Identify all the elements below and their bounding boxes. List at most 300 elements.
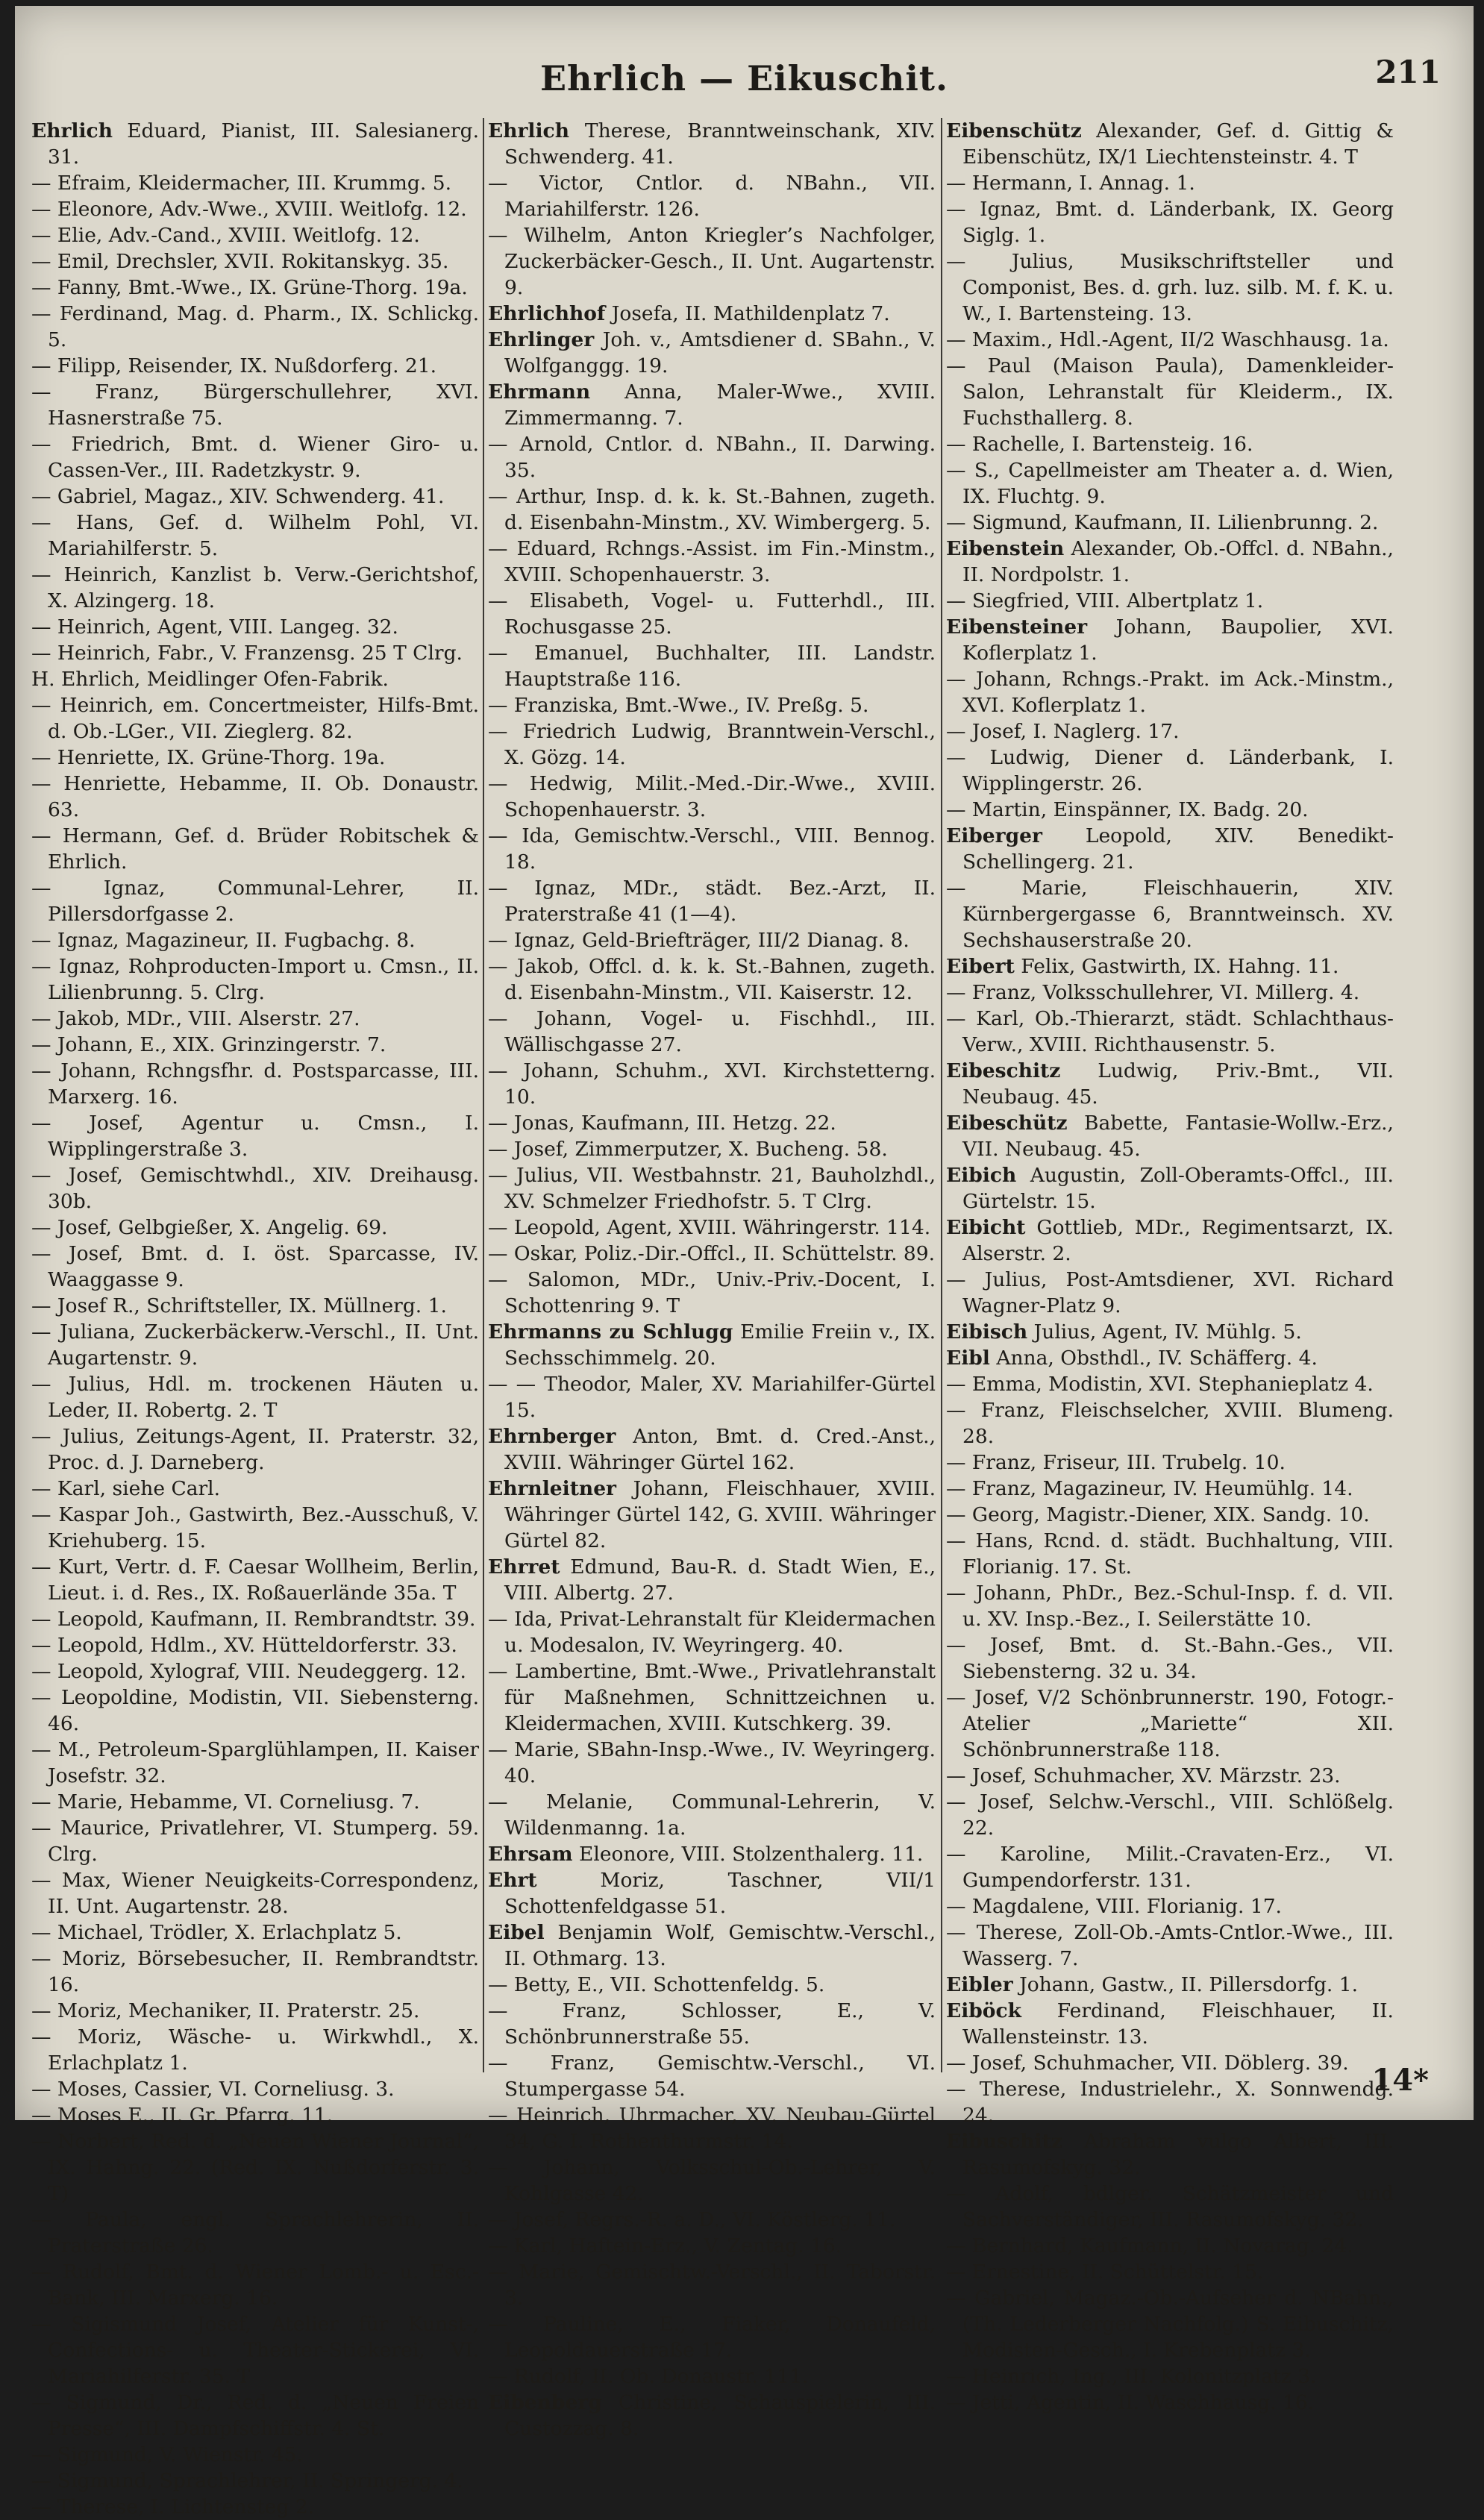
entry-text: — Franz, Friseur, III. Trubelg. 10. <box>946 1451 1286 1474</box>
entry-text: — Marie, Hebamme, VI. Corneliusg. 7. <box>31 1790 420 1814</box>
entry-text: — Paula, engl. Sprachlehrerin, II. Praterstraße 26. <box>31 2208 479 2257</box>
entry-text: — Jakob, Offcl. d. k. k. St.-Bahnen, zugeth. d. Eisenbahn-Minstm., VII. Kaiserstr. 12. <box>488 955 936 1004</box>
entry-text: — Hermann, I. Annag. 1. <box>946 172 1195 195</box>
entry-text: — Johann, Rchngsfhr. d. Postsparcasse, III. Marxerg. 16. <box>31 1059 479 1109</box>
entry-text: Johann, Gastw., II. Pillersdorfg. 1. <box>1019 1973 1359 1996</box>
column-rule <box>483 118 484 2072</box>
entry-text: — Kurt, Vertr. d. F. Caesar Wollheim, Berlin, Lieut. i. d. Res., IX. Roßauerlände 35a. T <box>31 1555 479 1605</box>
entry-text: — Oskar, Poliz.-Dir.-Offcl., II. Schüttelstr. 89. <box>488 1242 936 1265</box>
directory-entry <box>946 1502 1394 1528</box>
entry-text: — Moses E., II. Gr. Pfarrg. 11. <box>31 2104 334 2127</box>
entry-text: — Josef, Selchw.-Verschl., VIII. Schlößelg. 22. <box>946 1790 1394 1840</box>
directory-entry <box>946 745 1394 797</box>
entry-text: — Julius, Hdl. m. trockenen Häuten u. Leder, II. Robertg. 2. T <box>31 1373 479 1422</box>
entry-text: — Lambertine, Bmt.-Wwe., Privatlehranstalt für Maßnehmen, Schnittzeichnen u. Kleidermachen, XVIII. Kutschkerg. 39. <box>488 1660 936 1735</box>
entry-text: — Johann, E., XIX. Grinzingerstr. 7. <box>31 1033 386 1056</box>
entry-text: — Josef, Agentur u. Cmsn., I. Wipplingerstraße 3. <box>31 1112 479 1161</box>
directory-entry <box>488 1110 936 1136</box>
directory-entry <box>31 1789 479 1815</box>
directory-entry <box>946 536 1394 588</box>
entry-surname: Eibenstein <box>946 537 1065 560</box>
directory-entry <box>488 1267 936 1319</box>
entry-text: — Victor, Cntlor. d. NBahn., VII. Mariahilferstr. 126. <box>488 172 936 221</box>
directory-entry <box>31 2311 479 2389</box>
directory-entry <box>31 2494 479 2520</box>
entry-text: — Eleonore, Adv.-Wwe., XVIII. Weitlofg. 12. <box>31 198 467 221</box>
entry-text: — Elisabeth, Vogel- u. Futterhdl., III. Rochusgasse 25. <box>488 589 936 639</box>
entry-surname: Eibenberg <box>488 2391 602 2414</box>
directory-entry <box>488 1919 936 1972</box>
directory-entry <box>31 1162 479 1214</box>
directory-entry <box>946 2233 1394 2259</box>
entry-text: Babette, Fantasie-Wollw.-Erz., VII. Neubaug. 45. <box>962 1112 1394 1161</box>
directory-entry <box>31 745 479 771</box>
directory-entry <box>488 1789 936 1841</box>
entry-text: — Ignaz, MDr., städt. Bez.-Arzt, II. Praterstraße 41 (1—4). <box>488 877 936 926</box>
entry-text: — Therese, Industrielehr., X. Sonnwendg. 24. <box>946 2078 1394 2127</box>
directory-entry <box>31 1032 479 1058</box>
entry-text: — Efraim, Kleidermacher, III. Krummg. 5. <box>31 172 451 195</box>
entry-text: — Leopold, Hdlm., XV. Hütteldorferstr. 33. <box>31 1634 457 1657</box>
directory-entry <box>31 953 479 1006</box>
entry-text: — Moriz, Börsebesucher, II. Rembrandtstr. 16. <box>31 1947 479 1996</box>
directory-entry <box>31 1658 479 1684</box>
directory-entry <box>31 118 479 170</box>
entry-surname: Eibisch <box>946 1320 1028 1344</box>
directory-entry <box>946 1267 1394 1319</box>
directory-entry <box>946 1058 1394 1110</box>
directory-entry <box>31 1867 479 1919</box>
entry-surname: Eibenschütz <box>946 119 1082 142</box>
entry-text: — Josef, Gelbgießer, X. Angelig. 69. <box>31 1216 388 1239</box>
entry-surname: Ehrmanns zu Schlugg <box>488 1320 733 1344</box>
entry-text: — Ludwig, Diener d. Länderbank, I. Wipplingerstr. 26. <box>946 746 1394 795</box>
directory-entry <box>488 222 936 301</box>
entry-text: — Therese, Zoll-Ob.-Amts-Cntlor.-Wwe., III. Wasserg. 7. <box>946 1921 1394 1970</box>
directory-entry <box>488 2207 936 2233</box>
entry-text: Therese, Branntweinschank, XIV. Schwenderg. 41. <box>504 119 936 169</box>
entry-text: — Marie, SBahn-Insp.-Wwe., IV. Weyringerg. 40. <box>488 1738 936 1787</box>
entry-text: — Heinrich, em. Concertmeister, Hilfs-Bmt. d. Ob.-LGer., VII. Zieglerg. 82. <box>31 694 479 743</box>
entry-text: — Franziska, Bmt.-Wwe., IV. Preßg. 5. <box>488 694 869 717</box>
directory-entry <box>946 2181 1394 2233</box>
directory-entry <box>488 431 936 483</box>
entry-text: — Josef, Gemischtwhdl., XIV. Dreihausg. 30b. <box>31 1164 479 1213</box>
directory-entry <box>946 1006 1394 1058</box>
entry-text: Eleonore, VIII. Stolzenthalerg. 11. <box>579 1843 924 1866</box>
directory-entry <box>946 1684 1394 1763</box>
entry-text: — Heinrich, Ing., III. Kolonitzplatz 3. <box>946 2365 1317 2388</box>
entry-text: Emilie Freiin v., IX. Sechsschimmelg. 20. <box>504 1320 936 1370</box>
entry-text: — Maurice, Privatlehrer, VI. Stumperg. 59. Clrg. <box>31 1817 479 1866</box>
directory-entry <box>488 1554 936 1606</box>
entry-text: — Franz, Volksschullehrer, VI. Millerg. 4. <box>946 981 1360 1004</box>
directory-entry <box>488 301 936 327</box>
directory-entry <box>488 692 936 718</box>
directory-entry <box>31 483 479 510</box>
directory-entry <box>488 1136 936 1162</box>
entry-text: — Wilhelm, Anton Kriegler’s Nachfolger, Zuckerbäcker-Gesch., II. Unt. Augartenstr. 9. <box>488 224 936 299</box>
entry-surname: Ehrlichhof <box>488 302 606 325</box>
directory-entry <box>31 2468 479 2494</box>
directory-entry <box>31 640 479 666</box>
entry-text: — Martin, Einspänner, IX. Badg. 20. <box>946 798 1309 821</box>
entry-text: — Gabriel, Magaz., XIV. Schwenderg. 41. <box>31 485 445 508</box>
entry-text: — Jakob, MDr., VIII. Alserstr. 27. <box>31 1007 360 1030</box>
entry-surname: Eibel <box>488 1921 545 1944</box>
page-title: Ehrlich — Eikuschit. <box>539 58 949 98</box>
entry-surname: Eibuschitz <box>946 2130 1062 2153</box>
entry-text: Julius, Agent, IV. Mühlg. 5. <box>1033 1320 1302 1344</box>
directory-entry <box>31 1319 479 1371</box>
directory-entry <box>946 1919 1394 1972</box>
directory-entry <box>488 927 936 953</box>
entry-text: — Franz, Gemischtw.-Verschl., VI. Stumpergasse 54. <box>488 2052 936 2101</box>
entry-text: H. Ehrlich, Meidlinger Ofen-Fabrik. <box>31 668 389 691</box>
directory-entry <box>946 1998 1394 2050</box>
directory-entry <box>31 2128 479 2207</box>
directory-entry <box>946 1162 1394 1214</box>
directory-entry <box>488 1371 936 1423</box>
directory-entry <box>31 196 479 222</box>
entry-text: — Ignaz, Geld-Briefträger, III/2 Dianag. 8. <box>488 929 910 952</box>
directory-entry <box>31 1632 479 1658</box>
directory-entry <box>946 2259 1394 2285</box>
directory-entry <box>946 1789 1394 1841</box>
directory-entry <box>946 797 1394 823</box>
directory-entry <box>946 2389 1394 2416</box>
entry-surname: Eiberger <box>946 824 1042 847</box>
directory-entry <box>946 457 1394 510</box>
entry-surname: Ehrlinger <box>488 328 595 351</box>
directory-entry <box>31 1371 479 1423</box>
directory-entry <box>946 1319 1394 1345</box>
entry-text: — Maxim., Hdl.-Agent, II/2 Waschhausg. 1a. <box>946 328 1389 351</box>
entry-text: — Eduard, Rchngs.-Assist. im Fin.-Minstm., XVIII. Schopenhauerstr. 3. <box>488 537 936 586</box>
directory-entry <box>31 1293 479 1319</box>
entry-text: — Bernhard, Kaufmann, II. Novarag. 24. <box>946 2234 1353 2257</box>
directory-entry <box>31 614 479 640</box>
entry-surname: Ehrsam <box>488 1843 573 1866</box>
entry-surname: Eibler <box>946 1973 1013 1996</box>
directory-entry <box>488 1476 936 1554</box>
entry-text: — — Theodor, Maler, XV. Mariahilfer-Gürtel 15. <box>488 1373 936 1422</box>
directory-entry <box>31 2102 479 2128</box>
entry-surname: Ehrt <box>488 1869 537 1892</box>
entry-text: — Josef, Bmt. d. I. öst. Sparcasse, IV. Waaggasse 9. <box>31 1242 479 1291</box>
entry-text: Johann, Fleischhauer, XVIII. Währinger Gürtel 142, G. XVIII. Währinger Gürtel 82. <box>504 1477 936 1552</box>
directory-entry <box>31 1241 479 1293</box>
entry-text: Joh. v., Amtsdiener d. SBahn., V. Wolfganggg. 19. <box>504 328 936 377</box>
directory-entry <box>31 1919 479 1946</box>
directory-entry <box>31 1815 479 1867</box>
directory-entry <box>488 1606 936 1658</box>
entry-text: — Ignaz, Magazineur, II. Fugbachg. 8. <box>31 929 416 952</box>
entry-surname: Eibeschitz <box>946 1059 1061 1082</box>
entry-text: — Josef, V/2 Schönbrunnerstr. 190, Fotogr.-Atelier „Mariette“ XII. Schönbrunnerstraße 118. <box>946 1686 1394 1761</box>
entry-surname: Eibert <box>946 955 1015 978</box>
directory-entry <box>946 875 1394 953</box>
directory-entry <box>488 1867 936 1919</box>
directory-entry <box>488 2389 936 2442</box>
directory-entry <box>946 1449 1394 1476</box>
directory-entry <box>946 170 1394 196</box>
entry-text: Alexander, Ob.-Offcl. d. NBahn., II. Nordpolstr. 1. <box>962 537 1394 586</box>
directory-entry <box>946 196 1394 248</box>
directory-entry <box>946 1972 1394 1998</box>
entry-text: — Hedwig, Milit.-Med.-Dir.-Wwe., XVIII. Schopenhauerstr. 3. <box>488 772 936 821</box>
directory-entry <box>488 588 936 640</box>
directory-entry <box>946 2363 1394 2389</box>
directory-entry <box>31 1946 479 1998</box>
entry-text: — Henriette, Hebamme, II. Ob. Donaustr. 63. <box>31 772 479 821</box>
entry-text: — Marie, Gemischtw.-Verschl., II. Taborstr. 3. <box>488 2260 936 2310</box>
entry-text: — Ferdinand, Mag. d. Pharm., IX. Schlickg. 5. <box>31 302 479 351</box>
directory-entry <box>31 1554 479 1606</box>
entry-text: Eduard, Pianist, III. Salesianerg. 31. <box>48 119 479 169</box>
directory-entry <box>488 953 936 1006</box>
directory-entry <box>946 248 1394 327</box>
directory-entry <box>31 1737 479 1789</box>
entry-text: — Georg, Magistr.-Diener, XIX. Sandg. 10. <box>946 1503 1370 1526</box>
directory-entry <box>488 536 936 588</box>
directory-entry <box>488 823 936 875</box>
entry-text: — Ignaz, Bmt. d. Länderbank, IX. Georg Siglg. 1. <box>946 198 1394 247</box>
entry-text: — M., Petroleum-Sparglühlampen, II. Kaiser Josefstr. 32. <box>31 1738 479 1787</box>
directory-entry <box>946 1632 1394 1684</box>
entry-surname: Eibensteiner <box>946 615 1088 639</box>
directory-entry <box>488 1658 936 1737</box>
entry-text: — Juliana, Zuckerbäckerw.-Verschl., II. Unt. Augartenstr. 9. <box>31 1320 479 1370</box>
entry-text: — Jonas, Kaufmann, III. Hetzg. 22. <box>488 1112 836 1135</box>
entry-text: — Friedrich, Bmt. d. Wiener Giro- u. Cassen-Ver., III. Radetzkystr. 9. <box>31 433 479 482</box>
entry-text: — Sigmund, Sprachlehrer, II. Springerg. 4. <box>31 2469 463 2492</box>
entry-text: — Sigismund Josef, Atelier für Kunst-, Confections- u. Theater-Stickerei, VI. Mariahilferstr. 35. T <box>31 2313 479 2388</box>
directory-entry <box>31 666 479 692</box>
entry-text: — Heinrich, Fabr., V. Franzensg. 25 T Clrg. <box>31 642 463 665</box>
entry-text: — Josef, I. Naglerg. 17. <box>946 720 1180 743</box>
entry-text: Augustin, Zoll-Oberamts-Offcl., III. Gürtelstr. 15. <box>962 1164 1394 1213</box>
entry-text: — Magdalene, VIII. Florianig. 17. <box>946 1895 1282 1918</box>
directory-entry <box>488 1737 936 1789</box>
entry-text: Alexander, Gef. d. Gittig & Eibenschütz, IX/1 Liechtensteinstr. 4. T <box>962 119 1394 169</box>
entry-text: — Ida, Gemischtw.-Verschl., VIII. Bennog. 18. <box>488 824 936 874</box>
directory-entry <box>488 1241 936 1267</box>
directory-entry <box>946 2285 1394 2363</box>
entry-text: — Emil, Drechsler, XVII. Rokitanskyg. 35. <box>31 250 449 273</box>
directory-entry <box>31 2207 479 2259</box>
entry-text: — Fanny, Bmt.-Wwe., IX. Grüne-Thorg. 19a. <box>31 276 468 299</box>
directory-entry <box>31 1476 479 1502</box>
directory-entry <box>31 692 479 745</box>
directory-entry <box>31 431 479 483</box>
directory-entry <box>31 275 479 301</box>
directory-entry <box>488 2233 936 2259</box>
directory-entry <box>488 2154 936 2207</box>
directory-entry <box>946 1397 1394 1449</box>
directory-entry <box>946 510 1394 536</box>
entry-text: — Rachelle, I. Bartensteig. 16. <box>946 433 1253 456</box>
directory-entry <box>31 248 479 275</box>
entry-text: Moriz, Taschner, VII/1 Schottenfeldgasse 51. <box>504 1869 936 1918</box>
entry-text: — Henriette, IX. Grüne-Thorg. 19a. <box>31 746 386 769</box>
directory-entry <box>488 1162 936 1214</box>
entry-text: — Leopold, Kaufmann, II. Rembrandtstr. 39. <box>31 1608 476 1631</box>
directory-entry <box>946 1893 1394 1919</box>
directory-entry <box>946 953 1394 980</box>
directory-entry <box>488 875 936 927</box>
directory-entry <box>31 170 479 196</box>
entry-text: — Salomon, MDr., Univ.-Priv.-Docent, I. Schottenring 9. T <box>488 1268 936 1317</box>
directory-entry <box>488 170 936 222</box>
entry-text: Felix, Gastwirth, IX. Hahng. 11. <box>1021 955 1339 978</box>
directory-entry <box>31 875 479 927</box>
entry-text: — Julius, VII. Westbahnstr. 21, Bauholzhdl., XV. Schmelzer Friedhofstr. 5. T Clrg. <box>488 1164 936 1213</box>
entry-text: — Karl, siehe Carl. <box>31 1477 221 1500</box>
entry-text: — Ida, Privat-Lehranstalt für Kleidermachen u. Modesalon, IV. Weyringerg. 40. <box>488 1608 936 1657</box>
entry-text: — Friedrich Ludwig, Branntwein-Verschl., X. Gözg. 14. <box>488 720 936 769</box>
directory-entry <box>488 1423 936 1476</box>
directory-entry <box>488 2363 936 2389</box>
entry-text: Johann, Baupolier, XVI. Koflerplatz 1. <box>962 615 1394 665</box>
entry-text: — Ignaz, Communal-Lehrer, II. Pillersdorfgasse 2. <box>31 877 479 926</box>
directory-entry <box>946 823 1394 875</box>
entry-surname: Ehrlich <box>488 119 569 142</box>
directory-entry <box>946 2128 1394 2181</box>
directory-entry <box>488 2050 936 2102</box>
directory-entry <box>488 1214 936 1241</box>
entry-text: — Heinrich, Agent, VIII. Langeg. 32. <box>31 615 398 639</box>
directory-entry <box>946 2050 1394 2076</box>
entry-text: — Franz, Fleischselcher, XVIII. Blumeng. 28. <box>946 1399 1394 1448</box>
entry-text: — Johann, Schuhm., XVI. Kirchstetterng. 10. <box>488 1059 936 1109</box>
entry-text: — Karl, Ob.-Thierarzt, städt. Schlachthaus-Verw., XVIII. Richthausenstr. 5. <box>946 1007 1394 1056</box>
entry-surname: Eibeschütz <box>946 1112 1068 1135</box>
directory-entry <box>946 614 1394 666</box>
directory-entry <box>946 718 1394 745</box>
directory-entry <box>31 1006 479 1032</box>
column-rule <box>941 118 942 2072</box>
directory-entry <box>31 2076 479 2102</box>
entry-surname: Ehrret <box>488 1555 560 1579</box>
entry-text: Ferdinand, Fleischhauer, II. Wallensteinstr. 13. <box>962 1999 1394 2049</box>
directory-entry <box>946 1214 1394 1267</box>
entry-text: Benjamin Wolf, Gemischtw.-Verschl., II. Othmarg. 13. <box>504 1921 936 1970</box>
entry-text: — Julius, Zeitungs-Agent, II. Praterstr. 32, Proc. d. J. Darneberg. <box>31 1425 479 1474</box>
column-2 <box>488 118 936 2440</box>
directory-entry <box>946 980 1394 1006</box>
directory-entry <box>31 1110 479 1162</box>
entry-text: — Betty, E., VII. Schottenfeldg. 5. <box>488 1973 825 1996</box>
directory-entry <box>488 327 936 379</box>
entry-text: Christine, Schauspielerin, III. Custozzag. 8. <box>504 2391 936 2440</box>
entry-text: — Sigmund, V. Wienstr. 45. <box>31 2443 303 2466</box>
entry-text: — Josef, Regrs.-R. a. D., VI. Köstlerg. 11. <box>488 2208 896 2231</box>
directory-entry <box>31 2442 479 2468</box>
entry-text: — Norbert, Red. d. „Neuen Wiener Journal“, IX. Hahng. 22. (Red. IX. Nußdorferstr. 3. T) <box>31 2130 479 2205</box>
directory-entry <box>488 379 936 431</box>
directory-entry <box>31 510 479 562</box>
entry-text: — Josef R., Schriftsteller, IX. Müllnerg. 1. <box>31 1294 447 1317</box>
entry-text: — Siegfried, VIII. Albertplatz 1. <box>946 589 1264 612</box>
directory-entry <box>488 118 936 170</box>
directory-entry <box>488 1319 936 1371</box>
entry-text: — Paul (Maison Paula), Damenkleider-Salon, Lehranstalt für Kleiderm., IX. Fuchsthallerg. 8. <box>946 354 1394 430</box>
directory-entry <box>31 2389 479 2442</box>
directory-entry <box>31 1606 479 1632</box>
entry-text: Leopold, XIV. Benedikt-Schellingerg. 21. <box>962 824 1394 874</box>
entry-text: — Rudolf, Bmt. d. Wiener Lomb.- u. Esc.-Bank, III. Marxerg. 16. <box>31 2260 479 2310</box>
entry-text: — Franz, Schlosser, E., V. Schönbrunnerstraße 55. <box>488 1999 936 2049</box>
entry-text: — Julius, Post-Amtsdiener, XVI. Richard Wagner-Platz 9. <box>946 1268 1394 1317</box>
directory-entry <box>488 1841 936 1867</box>
signature-mark: 14* <box>1371 2063 1429 2098</box>
entry-text: — Filipp, Reisender, IX. Nußdorferg. 21. <box>31 354 437 377</box>
directory-entry <box>31 562 479 614</box>
entry-text: Edmund, Bau-R. d. Stadt Wien, E., VIII. Albertg. 27. <box>504 1555 936 1605</box>
directory-entry <box>946 1528 1394 1580</box>
entry-text: — Michael, Trödler, X. Erlachplatz 5. <box>31 1921 402 1944</box>
entry-text: — Rudolf, II. Ob. Donaustr. 111. <box>488 2365 809 2388</box>
directory-entry <box>946 1345 1394 1371</box>
entry-text: Anna, Maler-Wwe., XVIII. Zimmermanng. 7. <box>504 380 936 430</box>
directory-entry <box>488 718 936 771</box>
entry-surname: Eibicht <box>946 1216 1026 1239</box>
entry-text: — Johann, Volksschul-Ob.-Lehrer, V. Kohlgasse 42. <box>488 2156 936 2205</box>
entry-text: — Leopold, Xylograf, VIII. Neudeggerg. 12. <box>31 1660 466 1683</box>
entry-surname: Eiböck <box>946 1999 1021 2022</box>
directory-entry <box>31 927 479 953</box>
entry-text: — Emanuel, Buchhalter, III. Landstr. Hauptstraße 116. <box>488 642 936 691</box>
entry-text: — Leopold, Agent, XVIII. Währingerstr. 114. <box>488 1216 931 1239</box>
entry-text: — Johann, PhDr., Bez.-Schul-Insp. f. d. VII. u. XV. Insp.-Bez., I. Seilerstätte 10. <box>946 1582 1394 1631</box>
directory-entry <box>31 1423 479 1476</box>
directory-entry <box>488 1972 936 1998</box>
entry-text: — Jetti, Agentin, II. Waschhausg. 16. <box>946 2391 1315 2414</box>
directory-entry <box>31 301 479 353</box>
entry-text: — Gabriel, Magaz.-Ob.-Aufseher d. NBahn., (Th. Lederberger Nachfolg.) S. Eibuschitz, Modisten-Gesch., I. Krebenplatz 3. <box>946 2287 1394 2362</box>
entry-text: — Moriz, Mechaniker, II. Praterstr. 25. <box>31 1999 420 2022</box>
entry-text: — Melanie, Communal-Lehrerin, V. Wildenmanng. 1a. <box>488 1790 936 1840</box>
entry-text: — Julius, Musikschriftsteller und Componist, Bes. d. grh. luz. silb. M. f. K. u. W., I. Bartensteing. 13. <box>946 250 1394 325</box>
entry-text: — Kaspar Joh., Gastwirth, Bez.-Ausschuß, V. Kriehuberg. 15. <box>31 1503 479 1552</box>
directory-entry <box>946 1110 1394 1162</box>
entry-surname: Eibich <box>946 1164 1017 1187</box>
page-number: 211 <box>1375 54 1441 90</box>
column-1 <box>31 118 479 2519</box>
entry-text: — Pauline, E., Fiaker, Donaufeld, Leopoldauerstraße 17. <box>488 2313 936 2362</box>
entry-text: — Karoline, Milit.-Cravaten-Erz., VI. Gumpendorferstr. 131. <box>946 1843 1394 1892</box>
entry-text: Anton, Bmt. d. Cred.-Anst., XVIII. Währinger Gürtel 162. <box>504 1425 936 1474</box>
directory-entry <box>946 1763 1394 1789</box>
entry-text: — Arnold, Cntlor. d. NBahn., II. Darwing. 35. <box>488 433 936 482</box>
directory-entry <box>488 1006 936 1058</box>
entry-text: — S., Capellmeister am Theater a. d. Wien, IX. Fluchtg. 9. <box>946 459 1394 508</box>
entry-surname: Eibl <box>946 1347 990 1370</box>
entry-text: — Johann, Vogel- u. Fischhdl., III. Wällischgasse 27. <box>488 1007 936 1056</box>
entry-text: — Sigmund, Kaufmann, II. Lilienbrunng. 2. <box>946 511 1379 534</box>
entry-text: — Arthur, Insp. d. k. k. St.-Bahnen, zugeth. d. Eisenbahn-Minstm., XV. Wimbergerg. 5. <box>488 485 936 534</box>
entry-text: — Josef, Schuhmacher, XV. Märzstr. 23. <box>946 1764 1341 1787</box>
entry-text: — Emma, Modistin, XVI. Stephanieplatz 4. <box>946 1373 1374 1396</box>
directory-entry <box>488 771 936 823</box>
entry-text: — Josef, Zimmerputzer, X. Bucheng. 58. <box>488 1138 888 1161</box>
entry-text: — Ernestine, II. Schüttelstr. 15. <box>946 2260 1264 2284</box>
directory-entry <box>31 2024 479 2076</box>
directory-entry <box>31 1684 479 1737</box>
directory-entry <box>488 2102 936 2154</box>
directory-entry <box>31 379 479 431</box>
